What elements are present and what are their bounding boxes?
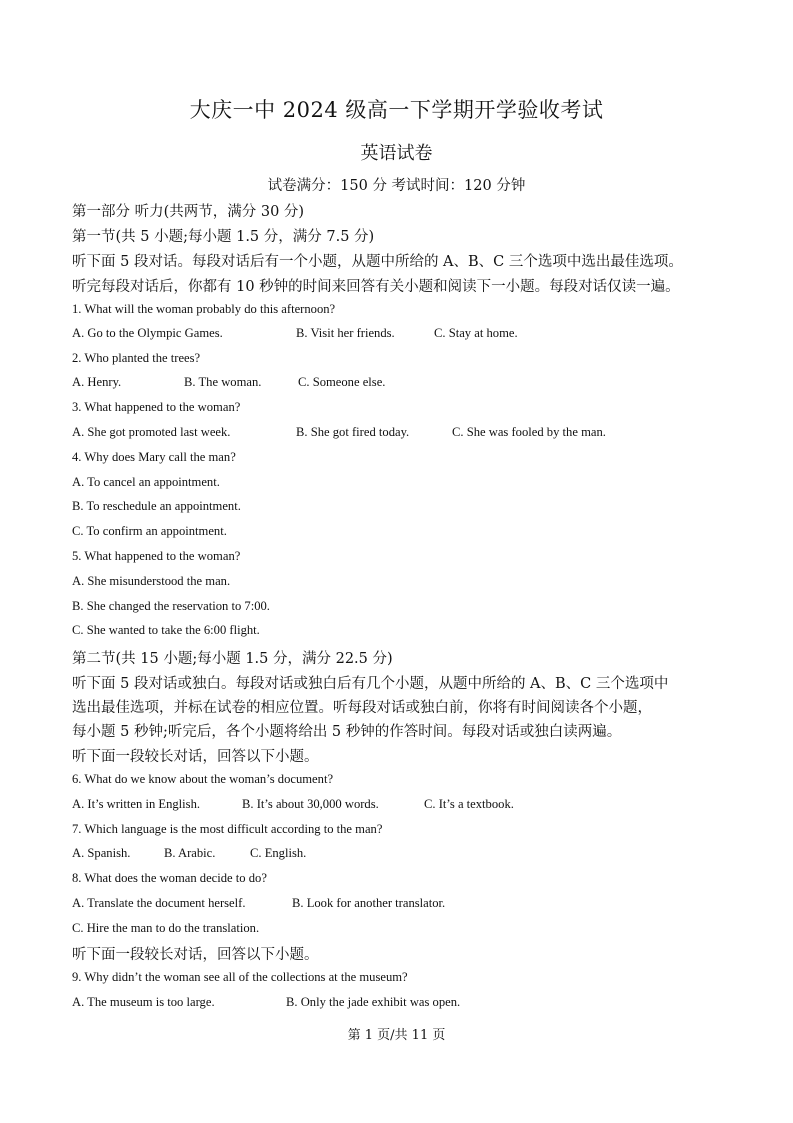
- question-9-stem: 9. Why didn’t the woman see all of the collections at the museum?: [72, 970, 408, 984]
- long-dialogue-1-instruction: 听下面一段较长对话，回答以下小题。: [72, 749, 319, 765]
- question-9-option-b[interactable]: B. Only the jade exhibit was open.: [286, 995, 461, 1009]
- question-7-option-a[interactable]: A. Spanish.: [72, 846, 131, 860]
- question-1-option-a[interactable]: A. Go to the Olympic Games.: [72, 326, 223, 340]
- question-9-options: [72, 995, 722, 1011]
- question-6-option-c[interactable]: C. It’s a textbook.: [424, 797, 514, 811]
- question-5-option-c[interactable]: C. She wanted to take the 6:00 flight.: [72, 623, 260, 637]
- question-8-option-b[interactable]: B. Look for another translator.: [292, 896, 446, 910]
- question-2-option-c[interactable]: C. Someone else.: [298, 375, 386, 389]
- question-4-option-a[interactable]: A. To cancel an appointment.: [72, 475, 220, 489]
- question-3-option-b[interactable]: B. She got fired today.: [296, 425, 410, 439]
- exam-title: 大庆一中 2024 级高一下学期开学验收考试: [189, 98, 604, 122]
- question-1-option-c[interactable]: C. Stay at home.: [434, 326, 518, 340]
- question-2-stem: 2. Who planted the trees?: [72, 351, 201, 365]
- question-8-option-a[interactable]: A. Translate the document herself.: [72, 896, 246, 910]
- question-5-option-b[interactable]: B. She changed the reservation to 7:00.: [72, 599, 270, 613]
- section1-heading: 第一节(共 5 小题;每小题 1.5 分，满分 7.5 分): [72, 229, 375, 245]
- exam-info: 试卷满分：150 分 考试时间：120 分钟: [267, 178, 526, 194]
- question-8-stem: 8. What does the woman decide to do?: [72, 871, 267, 885]
- question-9-option-a[interactable]: A. The museum is too large.: [72, 995, 215, 1009]
- section2-heading: 第二节(共 15 小题;每小题 1.5 分，满分 22.5 分): [72, 651, 393, 667]
- page-number: 第 1 页/共 11 页: [347, 1028, 446, 1043]
- question-7-stem: 7. Which language is the most difficult according to the man?: [72, 822, 383, 836]
- question-6-option-b[interactable]: B. It’s about 30,000 words.: [242, 797, 379, 811]
- question-1-options: [72, 326, 722, 342]
- question-8-options: [72, 896, 722, 912]
- question-6-stem: 6. What do we know about the woman’s document?: [72, 772, 334, 786]
- question-3-option-c[interactable]: C. She was fooled by the man.: [452, 425, 606, 439]
- question-6-option-a[interactable]: A. It’s written in English.: [72, 797, 201, 811]
- question-2-options: [72, 375, 722, 391]
- question-2-option-b[interactable]: B. The woman.: [184, 375, 262, 389]
- section2-instruction-line3: 每小题 5 秒钟;听完后，各个小题将给出 5 秒钟的作答时间。每段对话或独白读两遍。: [72, 724, 622, 740]
- section2-instruction-line1: 听下面 5 段对话或独白。每段对话或独白后有几个小题，从题中所给的 A、B、C 三个选项中: [72, 676, 669, 692]
- section1-instruction-line2: 听完每段对话后，你都有 10 秒钟的时间来回答有关小题和阅读下一小题。每段对话仅读一遍。: [72, 279, 680, 295]
- question-7-options: [72, 846, 722, 862]
- question-3-option-a[interactable]: A. She got promoted last week.: [72, 425, 231, 439]
- question-4-stem: 4. Why does Mary call the man?: [72, 450, 236, 464]
- part1-heading: 第一部分 听力(共两节，满分 30 分): [72, 204, 305, 220]
- question-7-option-b[interactable]: B. Arabic.: [164, 846, 216, 860]
- question-6-options: [72, 797, 722, 813]
- question-7-option-c[interactable]: C. English.: [250, 846, 307, 860]
- exam-subtitle: 英语试卷: [360, 143, 433, 164]
- question-3-options: [72, 425, 722, 441]
- section2-instruction-line2: 选出最佳选项，并标在试卷的相应位置。听每段对话或独白前，你将有时间阅读各个小题，: [72, 700, 652, 716]
- question-8-option-c[interactable]: C. Hire the man to do the translation.: [72, 921, 260, 935]
- question-5-stem: 5. What happened to the woman?: [72, 549, 241, 563]
- question-2-option-a[interactable]: A. Henry.: [72, 375, 122, 389]
- question-4-option-c[interactable]: C. To confirm an appointment.: [72, 524, 227, 538]
- question-1-stem: 1. What will the woman probably do this afternoon?: [72, 302, 336, 316]
- long-dialogue-2-instruction: 听下面一段较长对话，回答以下小题。: [72, 947, 319, 963]
- section1-instruction-line1: 听下面 5 段对话。每段对话后有一个小题，从题中所给的 A、B、C 三个选项中选出最佳选项。: [72, 254, 683, 270]
- question-5-option-a[interactable]: A. She misunderstood the man.: [72, 574, 231, 588]
- question-1-option-b[interactable]: B. Visit her friends.: [296, 326, 395, 340]
- question-3-stem: 3. What happened to the woman?: [72, 400, 241, 414]
- question-4-option-b[interactable]: B. To reschedule an appointment.: [72, 499, 241, 513]
